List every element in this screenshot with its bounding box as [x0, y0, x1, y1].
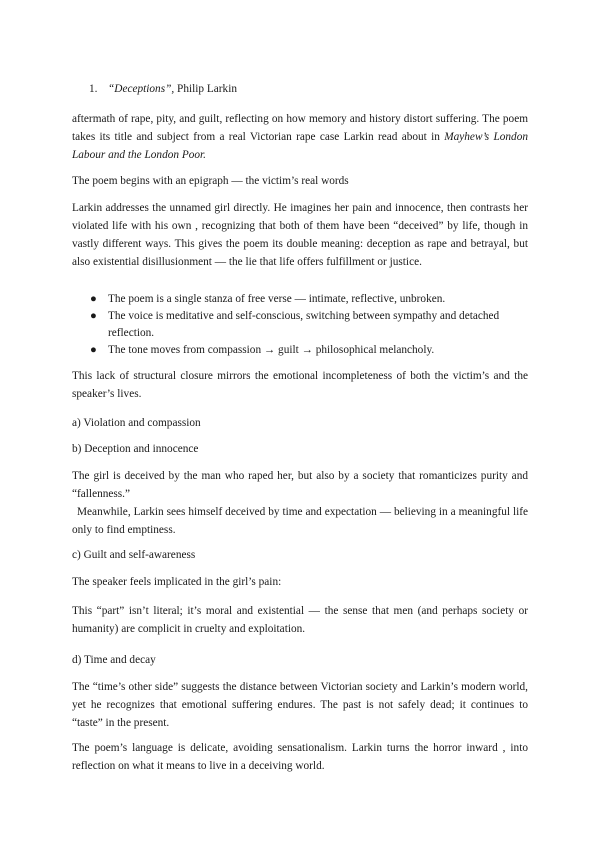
list-item [72, 308, 528, 342]
epigraph-paragraph: The poem begins with an epigraph — the victim’s real words [72, 175, 349, 187]
subheading-c: c) Guilt and self-awareness [72, 549, 196, 561]
source-title: Mayhew’s London Labour and the London Poor. [72, 131, 528, 161]
list-item-text: The poem is a single stanza of free verse — intimate, reflective, unbroken. [108, 293, 446, 305]
bullet-icon: ● [90, 293, 97, 305]
guilt-paragraph: The speaker feels implicated in the girl’s pain: [72, 576, 282, 588]
heading-title: “Deceptions”, [108, 83, 175, 95]
list-item [72, 291, 528, 308]
subheading-d: d) Time and decay [72, 654, 156, 666]
list-item [72, 342, 528, 359]
closure-paragraph: This lack of structural closure mirrors the emotional incompleteness of both the victim’s and the speaker’s lives. [72, 370, 528, 400]
subheading-a: a) Violation and compassion [72, 417, 201, 429]
bullet-icon: ● [90, 310, 97, 322]
deception-paragraph [72, 467, 528, 539]
time-paragraph: The “time’s other side” suggests the distance between Victorian society and Larkin’s modern world, yet he recognizes that emotional suffering endures. The past is not safely dead; it continues to “taste” in the present. [72, 681, 528, 729]
list-item-text: The tone moves from compassion → guilt → philosophical melancholy. [108, 344, 435, 356]
deception-text-1: The girl is deceived by the man who raped her, but also by a society that romanticizes purity and “fallenness.” [72, 470, 528, 500]
intro-paragraph [72, 110, 528, 164]
heading-number: 1. [89, 83, 98, 95]
bullet-icon: ● [90, 344, 97, 356]
part-paragraph: This “part” isn’t literal; it’s moral and existential — the sense that men (and perhaps society or humanity) are complicit in cruelty and exploitation. [72, 605, 528, 635]
deception-text-2: Meanwhile, Larkin sees himself deceived by time and expectation — believing in a meaningful life only to find emptiness. [72, 506, 528, 536]
language-paragraph: The poem’s language is delicate, avoiding sensationalism. Larkin turns the horror inward , into reflection on what it means to live in a deceiving world. [72, 742, 528, 772]
form-bullet-list [72, 291, 528, 359]
subheading-b: b) Deception and innocence [72, 443, 199, 455]
analysis-paragraph: Larkin addresses the unnamed girl directly. He imagines her pain and innocence, then contrasts her violated life with his own , recognizing that both of them have been “deceived” by life, though in vastly different ways. This gives the poem its double meaning: deception as rape and betrayal, but also existential disillusionment — the lie that life offers fulfillment or justice. [72, 202, 528, 268]
list-item-text: The voice is meditative and self-conscious, switching between sympathy and detached reflection. [108, 310, 500, 339]
section-heading [89, 80, 237, 98]
heading-author: Philip Larkin [177, 83, 237, 95]
intro-text: aftermath of rape, pity, and guilt, reflecting on how memory and history distort suffering. The poem takes its title and subject from a real Victorian rape case Larkin read about in [72, 113, 528, 143]
